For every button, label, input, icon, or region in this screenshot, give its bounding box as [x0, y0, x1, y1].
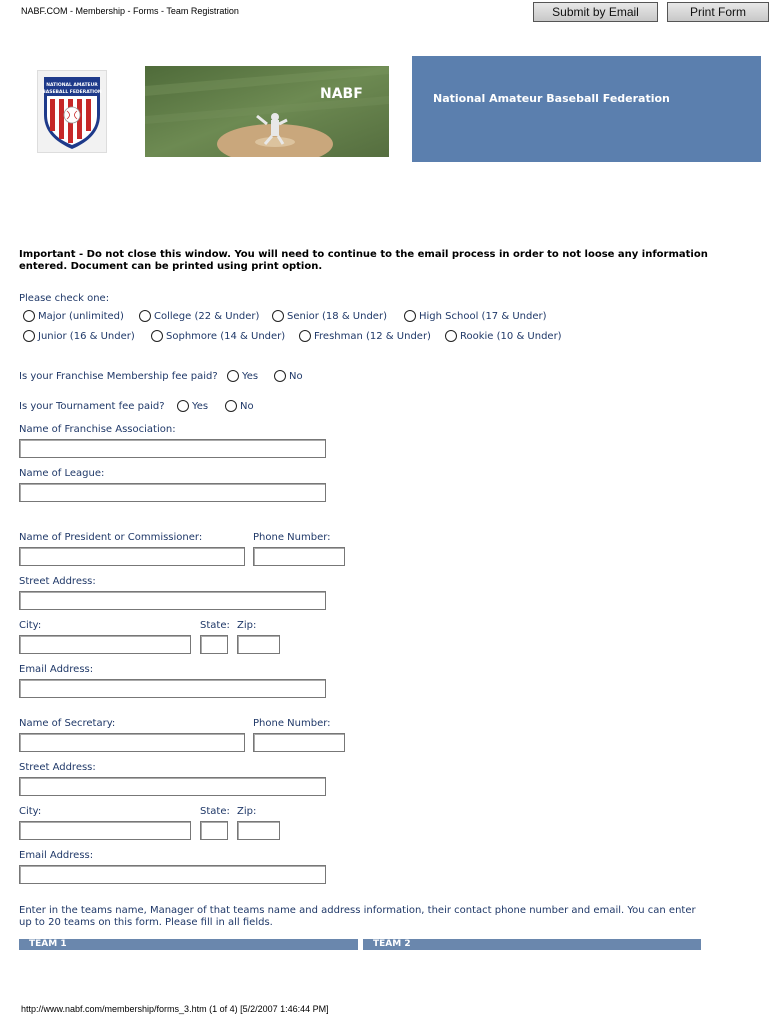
secretary-state-input[interactable]	[200, 821, 228, 840]
logo-line2: BASEBALL FEDERATION	[42, 90, 102, 95]
nabf-logo	[37, 70, 107, 153]
president-state-input[interactable]	[200, 635, 228, 654]
radio-circle[interactable]	[225, 400, 237, 412]
page-footer-url: http://www.nabf.com/membership/forms_3.htm (1 of 4) [5/2/2007 1:46:44 PM]	[21, 1004, 329, 1014]
radio-circle[interactable]	[274, 370, 286, 382]
president-input[interactable]	[19, 547, 245, 566]
franchise-fee-no[interactable]	[274, 370, 303, 382]
president-email-label: Email Address:	[19, 664, 94, 675]
franchise-fee-question: Is your Franchise Membership fee paid?	[19, 371, 218, 382]
important-notice: Important - Do not close this window. You will need to continue to the email process in order to not loose any information entered. Document can be printed using print option.	[19, 249, 708, 272]
radio-label: Yes	[242, 370, 259, 382]
radio-label: Junior (16 & Under)	[38, 330, 135, 342]
radio-circle[interactable]	[139, 310, 151, 322]
radio-label: Senior (18 & Under)	[287, 310, 387, 322]
radio-circle[interactable]	[299, 330, 311, 342]
president-email-input[interactable]	[19, 679, 326, 698]
radio-circle[interactable]	[23, 310, 35, 322]
radio-circle[interactable]	[227, 370, 239, 382]
radio-label: Sophmore (14 & Under)	[166, 330, 286, 342]
radio-label: Major (unlimited)	[38, 310, 124, 322]
radio-circle[interactable]	[23, 330, 35, 342]
secretary-city-label: City:	[19, 806, 42, 817]
team-2-header: TEAM 2	[363, 939, 701, 950]
secretary-email-label: Email Address:	[19, 850, 94, 861]
radio-circle[interactable]	[404, 310, 416, 322]
radio-freshman[interactable]	[299, 330, 431, 342]
president-state-label: State:	[200, 620, 230, 631]
president-zip-label: Zip:	[237, 620, 257, 631]
radio-high-school[interactable]	[404, 310, 547, 322]
org-name: National Amateur Baseball Federation	[433, 92, 670, 105]
president-phone-input[interactable]	[253, 547, 345, 566]
radio-label: No	[240, 400, 254, 412]
radio-college[interactable]	[139, 310, 259, 322]
radio-circle[interactable]	[272, 310, 284, 322]
submit-by-email-button[interactable]: Submit by Email	[533, 2, 658, 22]
radio-circle[interactable]	[177, 400, 189, 412]
radio-label: High School (17 & Under)	[419, 310, 547, 322]
radio-label: Yes	[192, 400, 209, 412]
secretary-zip-input[interactable]	[237, 821, 280, 840]
secretary-city-input[interactable]	[19, 821, 191, 840]
radio-label: Rookie (10 & Under)	[460, 330, 562, 342]
radio-sophmore[interactable]	[151, 330, 285, 342]
secretary-street-input[interactable]	[19, 777, 326, 796]
secretary-phone-label: Phone Number:	[253, 718, 331, 729]
president-city-label: City:	[19, 620, 42, 631]
president-city-input[interactable]	[19, 635, 191, 654]
baseball-photo	[145, 66, 389, 157]
franchise-label: Name of Franchise Association:	[19, 424, 176, 435]
secretary-email-input[interactable]	[19, 865, 326, 884]
division-label: Please check one:	[19, 293, 110, 304]
radio-label: Freshman (12 & Under)	[314, 330, 431, 342]
radio-label: No	[289, 370, 303, 382]
tournament-fee-question: Is your Tournament fee paid?	[19, 401, 165, 412]
radio-senior[interactable]	[272, 310, 387, 322]
secretary-street-label: Street Address:	[19, 762, 96, 773]
league-input[interactable]	[19, 483, 326, 502]
org-banner	[412, 56, 761, 162]
president-street-label: Street Address:	[19, 576, 96, 587]
president-zip-input[interactable]	[237, 635, 280, 654]
print-form-button[interactable]: Print Form	[667, 2, 769, 22]
radio-circle[interactable]	[445, 330, 457, 342]
radio-major[interactable]	[23, 310, 124, 322]
secretary-zip-label: Zip:	[237, 806, 257, 817]
teams-instructions: Enter in the teams name, Manager of that teams name and address information, their contact phone number and email. You can enter up to 20 teams on this form. Please fill in all fields.	[19, 905, 696, 928]
secretary-input[interactable]	[19, 733, 245, 752]
radio-junior[interactable]	[23, 330, 135, 342]
radio-label: College (22 & Under)	[154, 310, 260, 322]
breadcrumb: NABF.COM - Membership - Forms - Team Registration	[21, 6, 239, 16]
photo-nabf-text: NABF	[320, 86, 363, 102]
secretary-phone-input[interactable]	[253, 733, 345, 752]
team-1-header: TEAM 1	[19, 939, 358, 950]
league-label: Name of League:	[19, 468, 105, 479]
radio-circle[interactable]	[151, 330, 163, 342]
franchise-fee-yes[interactable]	[227, 370, 258, 382]
secretary-label: Name of Secretary:	[19, 718, 116, 729]
secretary-state-label: State:	[200, 806, 230, 817]
tournament-fee-yes[interactable]	[177, 400, 208, 412]
franchise-input[interactable]	[19, 439, 326, 458]
logo-line1: NATIONAL AMATEUR	[46, 83, 98, 88]
radio-rookie[interactable]	[445, 330, 562, 342]
president-phone-label: Phone Number:	[253, 532, 331, 543]
president-street-input[interactable]	[19, 591, 326, 610]
tournament-fee-no[interactable]	[225, 400, 254, 412]
president-label: Name of President or Commissioner:	[19, 532, 203, 543]
